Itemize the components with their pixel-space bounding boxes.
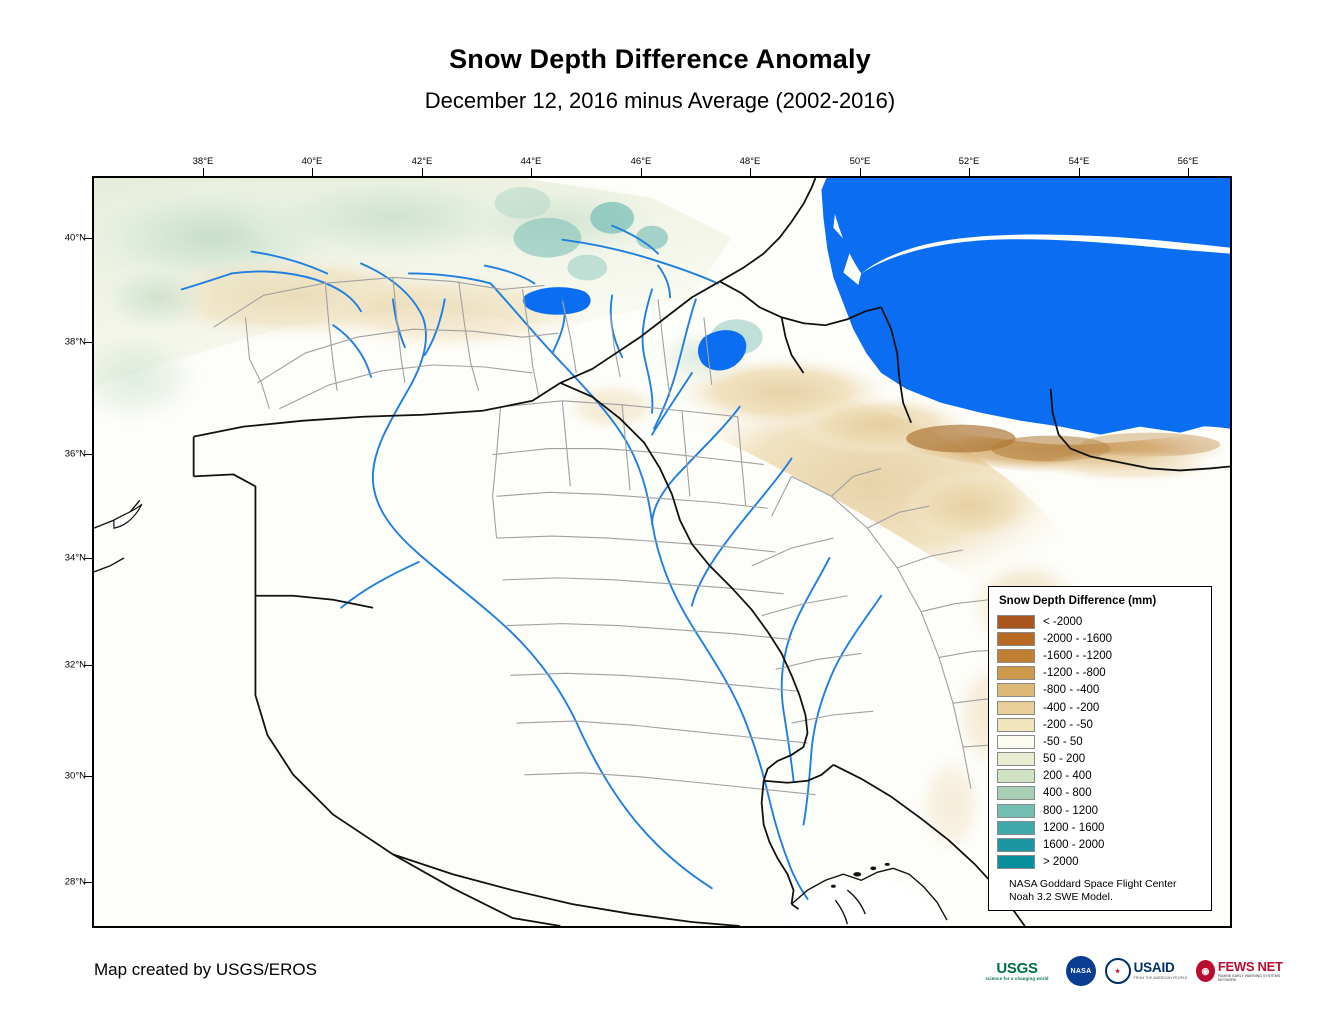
legend-item bbox=[997, 682, 1203, 699]
legend-credit-line-2: Noah 3.2 SWE Model. bbox=[1009, 890, 1113, 903]
legend-label: 800 - 1200 bbox=[1043, 804, 1098, 817]
legend-swatch bbox=[997, 615, 1035, 629]
legend-swatch bbox=[997, 666, 1035, 680]
lon-label-42e: 42°E bbox=[411, 156, 433, 167]
lon-tick bbox=[860, 168, 861, 176]
lat-label-36n: 36°N bbox=[64, 448, 86, 460]
map-legend bbox=[988, 586, 1212, 911]
legend-swatch bbox=[997, 786, 1035, 800]
legend-item bbox=[997, 716, 1203, 733]
legend-item bbox=[997, 733, 1203, 750]
lon-label-50e: 50°E bbox=[849, 156, 871, 167]
logo-strip bbox=[975, 955, 1288, 987]
legend-item bbox=[997, 854, 1203, 871]
lon-tick bbox=[203, 168, 204, 176]
lon-tick bbox=[750, 168, 751, 176]
fewsnet-logo-tagline: FAMINE EARLY WARNING SYSTEMS NETWORK bbox=[1217, 973, 1281, 982]
legend-credit-line-1: NASA Goddard Space Flight Center bbox=[1009, 877, 1177, 890]
legend-swatch bbox=[997, 683, 1035, 697]
legend-swatch bbox=[997, 752, 1035, 766]
legend-swatch bbox=[997, 855, 1035, 869]
lon-label-38e: 38°E bbox=[192, 156, 214, 167]
legend-label: -800 - -400 bbox=[1043, 684, 1100, 697]
usgs-logo bbox=[975, 956, 1059, 986]
lon-tick bbox=[1079, 168, 1080, 176]
lon-label-48e: 48°E bbox=[739, 156, 761, 167]
nasa-logo-text: NASA bbox=[1070, 967, 1092, 975]
legend-label: -400 - -200 bbox=[1043, 701, 1100, 714]
legend-item bbox=[997, 613, 1203, 630]
usaid-logo-text-group bbox=[1134, 961, 1188, 980]
lat-label-40n: 40°N bbox=[64, 232, 86, 244]
legend-credit bbox=[997, 878, 1203, 904]
legend-label: 1600 - 2000 bbox=[1043, 839, 1105, 852]
lon-label-40e: 40°E bbox=[301, 156, 323, 167]
legend-swatch bbox=[997, 649, 1035, 663]
usgs-logo-text: USGS bbox=[996, 959, 1038, 977]
legend-label: > 2000 bbox=[1043, 856, 1079, 869]
lat-label-38n: 38°N bbox=[64, 336, 86, 348]
lon-label-44e: 44°E bbox=[520, 156, 542, 167]
legend-swatch bbox=[997, 701, 1035, 715]
fewsnet-logo-text-group bbox=[1218, 960, 1288, 982]
lat-label-34n: 34°N bbox=[64, 552, 86, 564]
legend-swatch bbox=[997, 632, 1035, 646]
legend-label: -200 - -50 bbox=[1043, 718, 1093, 731]
usgs-logo-tagline: science for a changing world bbox=[985, 975, 1049, 981]
legend-item bbox=[997, 819, 1203, 836]
legend-label: 50 - 200 bbox=[1043, 753, 1086, 766]
usaid-logo-text: USAID bbox=[1133, 960, 1175, 976]
legend-item bbox=[997, 768, 1203, 785]
lon-tick bbox=[641, 168, 642, 176]
globe-icon: ◉ bbox=[1196, 960, 1215, 982]
lon-tick bbox=[422, 168, 423, 176]
legend-title: Snow Depth Difference (mm) bbox=[999, 595, 1157, 607]
legend-label: -1600 - -1200 bbox=[1043, 649, 1113, 662]
legend-label: -1200 - -800 bbox=[1043, 667, 1106, 680]
lon-label-46e: 46°E bbox=[630, 156, 652, 167]
fewsnet-logo-text: FEWS NET bbox=[1217, 958, 1283, 974]
fewsnet-logo bbox=[1196, 957, 1288, 985]
usaid-logo bbox=[1103, 956, 1189, 986]
legend-item bbox=[997, 802, 1203, 819]
page-subtitle: December 12, 2016 minus Average (2002-2016) bbox=[424, 88, 896, 113]
lon-label-56e: 56°E bbox=[1177, 156, 1199, 167]
lon-tick bbox=[969, 168, 970, 176]
legend-item bbox=[997, 630, 1203, 647]
legend-label: 1200 - 1600 bbox=[1043, 821, 1105, 834]
lon-label-54e: 54°E bbox=[1068, 156, 1090, 167]
page-title: Snow Depth Difference Anomaly bbox=[449, 44, 871, 74]
nasa-logo bbox=[1066, 956, 1096, 986]
legend-item bbox=[997, 665, 1203, 682]
legend-swatch bbox=[997, 769, 1035, 783]
lat-label-28n: 28°N bbox=[64, 876, 86, 888]
legend-swatch bbox=[997, 838, 1035, 852]
lat-label-32n: 32°N bbox=[64, 659, 86, 671]
footer-credit: Map created by USGS/EROS bbox=[94, 960, 317, 979]
legend-label: -50 - 50 bbox=[1043, 735, 1083, 748]
legend-label: -2000 - -1600 bbox=[1043, 632, 1113, 645]
lon-tick bbox=[531, 168, 532, 176]
usaid-logo-tagline: FROM THE AMERICAN PEOPLE bbox=[1133, 975, 1188, 980]
legend-item bbox=[997, 751, 1203, 768]
legend-label: 400 - 800 bbox=[1043, 787, 1092, 800]
legend-item bbox=[997, 699, 1203, 716]
lat-label-30n: 30°N bbox=[64, 770, 86, 782]
legend-swatch bbox=[997, 821, 1035, 835]
legend-item bbox=[997, 785, 1203, 802]
legend-label: 200 - 400 bbox=[1043, 770, 1092, 783]
lon-tick bbox=[312, 168, 313, 176]
legend-label: < -2000 bbox=[1043, 615, 1083, 628]
lon-tick bbox=[1188, 168, 1189, 176]
legend-swatch bbox=[997, 735, 1035, 749]
legend-item bbox=[997, 836, 1203, 853]
lon-label-52e: 52°E bbox=[958, 156, 980, 167]
legend-item bbox=[997, 647, 1203, 664]
usaid-seal-icon: ★ bbox=[1105, 958, 1131, 984]
legend-swatch bbox=[997, 718, 1035, 732]
legend-swatch bbox=[997, 804, 1035, 818]
